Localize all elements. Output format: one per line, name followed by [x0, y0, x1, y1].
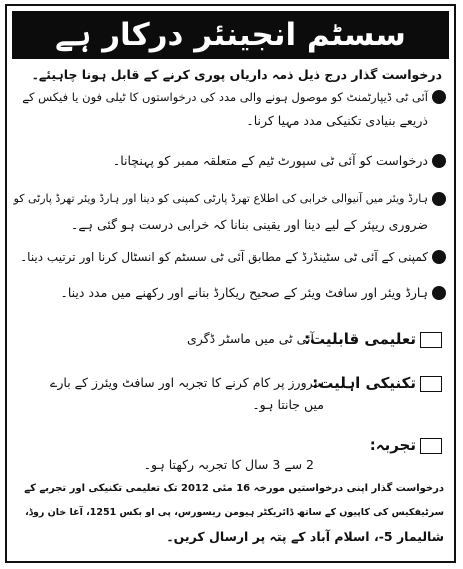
- duty-5-line-1: ہارڈ ویئر اور سافٹ ویئر کے صحیح ریکارڈ بنانے اور رکھنے میں مدد دینا۔: [60, 285, 428, 300]
- skills-line-1: سرورز پر کام کرنے کا تجربہ اور سافٹ ویئرز کے بارے: [50, 375, 324, 390]
- duty-1-line-2: ذریعے بنیادی تکنیکی مدد مہیا کرنا۔: [246, 113, 428, 128]
- duty-2-line-1: درخواست کو آئی ٹی سپورٹ ٹیم کے متعلقہ ممبر کو پہنچانا۔: [112, 153, 428, 168]
- duty-3-line-2: ضروری ریپئر کے لیے دینا اور یقینی بنانا کہ خرابی درست ہو گئی ہے۔: [71, 217, 428, 232]
- bullet-icon: [432, 90, 446, 104]
- closing-line-2: سرٹیفکیس کی کاپیوں کے ساتھ ڈائریکٹر ہیومن ریسورس، پی او بکس 1251، آغا خان روڈ،: [25, 507, 444, 518]
- checkbox-icon: [420, 438, 442, 454]
- duty-4-line-1: کمپنی کے آئی ٹی سٹینڈرڈ کے مطابق آئی ٹی سسٹم کو انسٹال کرنا اور ترتیب دینا۔: [20, 250, 428, 264]
- duty-3-line-1: ہارڈ ویئر میں آنیوالی خرابی کی اطلاع تھرڈ پارٹی کمپنی کو دینا اور ہارڈ ویئر تھرڈ پارٹی کو: [13, 192, 428, 205]
- checkbox-icon: [420, 332, 442, 348]
- skills-label: تکنیکی اہلیت:: [312, 374, 416, 392]
- bullet-icon: [432, 192, 446, 206]
- bullet-icon: [432, 286, 446, 300]
- qualification-label: تعلیمی قابلیت:: [303, 330, 416, 348]
- skills-line-2: میں جانتا ہو۔: [252, 397, 324, 412]
- ad-title-banner: سسٹم انجینئر درکار ہے: [12, 11, 449, 59]
- checkbox-icon: [420, 376, 442, 392]
- intro-text: درخواست گذار درج ذیل ذمہ داریاں پوری کرنے کے قابل ہونا چاہیئے۔: [31, 67, 442, 82]
- closing-line-1: درخواست گذار اپنی درخواستیں مورخہ 16 مئی 2012 تک تعلیمی تکنیکی اور تجربے کے: [24, 483, 444, 494]
- bullet-icon: [432, 250, 446, 264]
- qualification-value: آئی ٹی میں ماسٹر ڈگری: [187, 331, 314, 346]
- duty-1-line-1: آئی ٹی ڈیپارٹمنٹ کو موصول ہونے والی مدد کی درخواستوں کا ٹیلی فون یا فیکس کے: [22, 90, 428, 104]
- job-advertisement: [5, 4, 456, 563]
- closing-line-3: شالیمار 5-، اسلام آباد کے پتہ پر ارسال کریں۔: [166, 529, 444, 544]
- experience-label: تجربہ:: [369, 436, 416, 454]
- bullet-icon: [432, 154, 446, 168]
- experience-value: 2 سے 3 سال کا تجربہ رکھتا ہو۔: [143, 457, 314, 472]
